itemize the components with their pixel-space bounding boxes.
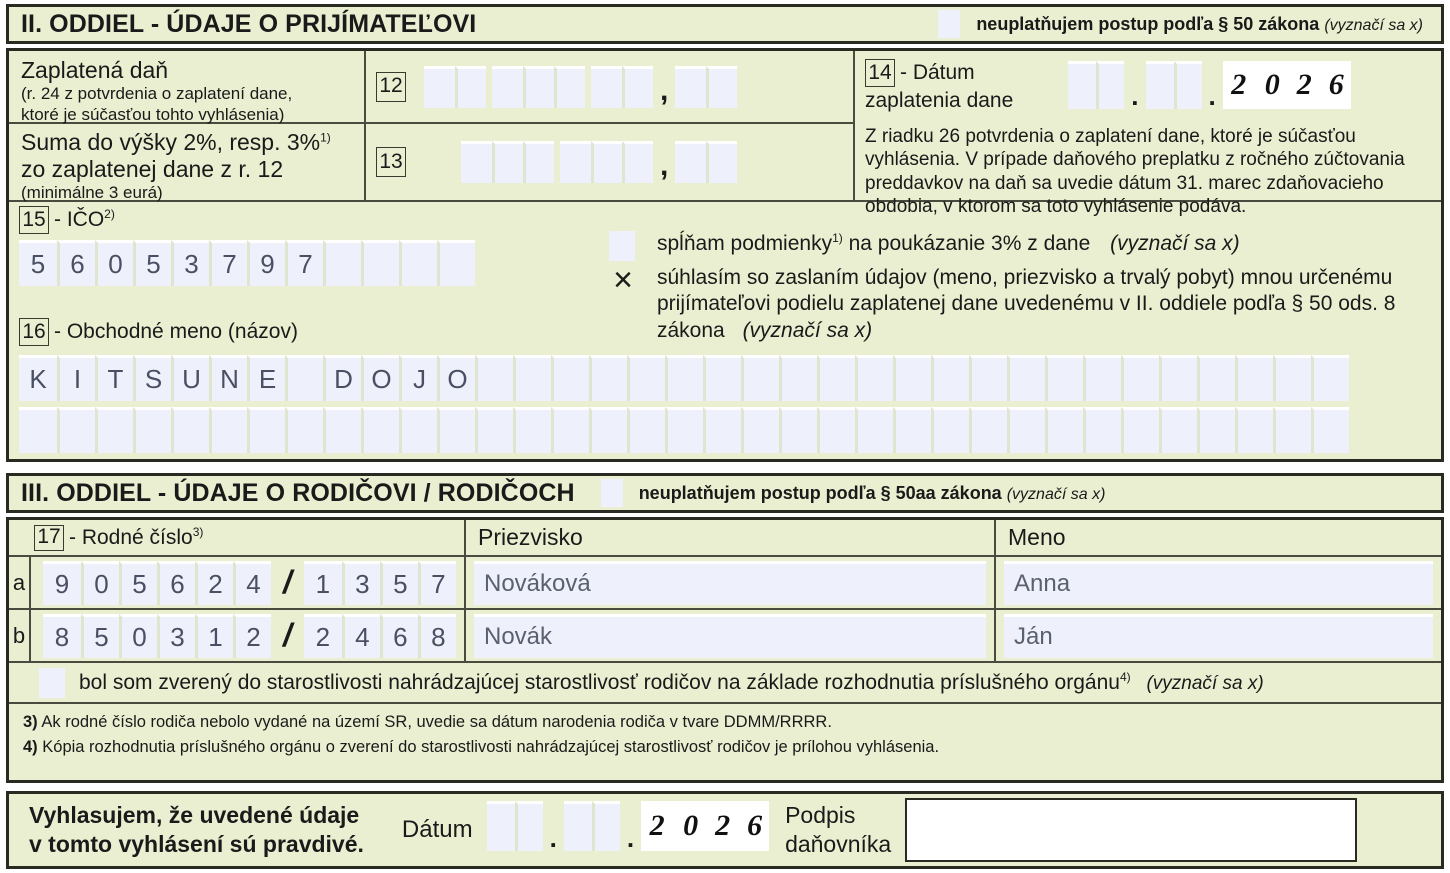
cell[interactable]	[1146, 61, 1174, 109]
row-marker-a	[9, 557, 31, 610]
row-16-name-line-1[interactable]	[19, 355, 1349, 401]
cell[interactable]: 6	[1319, 61, 1351, 109]
cell[interactable]	[551, 407, 589, 453]
cell[interactable]	[706, 66, 737, 108]
header-priezvisko: Priezvisko	[478, 523, 583, 550]
cell[interactable]: 8	[418, 614, 456, 658]
declaration-bar	[6, 791, 1444, 869]
cell[interactable]	[515, 801, 543, 851]
cell[interactable]: 5	[19, 240, 57, 286]
cell[interactable]	[57, 407, 95, 453]
date-dot: .	[549, 823, 557, 853]
cell[interactable]	[323, 240, 361, 286]
check-3pct-row	[609, 231, 1439, 263]
row-14-number: 14	[865, 59, 895, 87]
cell[interactable]	[323, 407, 361, 453]
cell[interactable]: 6	[157, 561, 195, 605]
row-marker-label: a	[12, 569, 26, 595]
row-16-label: - Obchodné meno (názov)	[54, 319, 298, 343]
row-13-label-main-a	[21, 129, 364, 156]
check-3pct-label	[657, 231, 1240, 257]
row-15-number: 15	[19, 206, 49, 234]
section-3-header-meno	[996, 520, 1441, 557]
cell[interactable]	[361, 407, 399, 453]
cell[interactable]: O	[437, 355, 475, 401]
cell[interactable]: 5	[81, 614, 119, 658]
row-15-label	[54, 207, 115, 233]
cell[interactable]: 2	[641, 801, 673, 851]
cell[interactable]: D	[323, 355, 361, 401]
footnote-item	[23, 735, 1441, 760]
row-14-month	[1146, 61, 1202, 117]
cell[interactable]: 7	[418, 561, 456, 605]
cell[interactable]: 0	[81, 561, 119, 605]
row-12-label-cell	[9, 51, 366, 124]
section-3-nonapply-hint: (vyznačí sa x)	[1006, 485, 1106, 503]
cell[interactable]	[1096, 61, 1124, 109]
cell[interactable]: 4	[342, 614, 380, 658]
row-12-label-main: Zaplatená daň	[21, 57, 169, 83]
check-consent-line1: súhlasím so zaslaním údajov (meno, priezvisko a trvalý pobyt) mnou určenému	[657, 266, 1393, 289]
signature-label-line2: daňovníka	[785, 831, 892, 857]
cell[interactable]	[622, 66, 653, 108]
cell[interactable]: 3	[342, 561, 380, 605]
cell[interactable]: 1	[195, 614, 233, 658]
table-row	[9, 557, 1441, 610]
row-12-input-zone	[366, 51, 855, 124]
cell[interactable]: 2	[1223, 61, 1255, 109]
cell[interactable]	[893, 407, 931, 453]
priezvisko-input-b[interactable]: Novák	[474, 614, 986, 658]
row-13-label-text: Suma do výšky 2%, resp. 3%	[21, 129, 321, 155]
cell[interactable]	[931, 407, 969, 453]
cell[interactable]	[475, 407, 513, 453]
rc-right-a[interactable]	[304, 561, 456, 605]
cell[interactable]	[1083, 355, 1121, 401]
cell[interactable]	[817, 355, 855, 401]
section-2-nonapply-hint: (vyznačí sa x)	[1324, 16, 1423, 34]
footnote-marker: 4)	[23, 737, 38, 756]
rc-left-b[interactable]	[43, 614, 271, 658]
check-consent-row	[609, 261, 1444, 355]
row-15-label-sup: 2)	[104, 207, 115, 222]
cell[interactable]: 6	[57, 240, 95, 286]
cell[interactable]: 3	[171, 240, 209, 286]
cell[interactable]	[523, 66, 554, 108]
cell[interactable]	[1045, 407, 1083, 453]
cell[interactable]	[1235, 355, 1273, 401]
cell[interactable]: 7	[209, 240, 247, 286]
row-17-number: 17	[34, 525, 64, 551]
cell[interactable]	[627, 355, 665, 401]
rc-slash-a: /	[283, 564, 292, 600]
row-14-label-b: zaplatenia dane	[865, 89, 1014, 112]
cell[interactable]	[855, 355, 893, 401]
cell[interactable]	[475, 355, 513, 401]
cell[interactable]	[1007, 355, 1045, 401]
cell[interactable]	[1159, 407, 1197, 453]
footnote-item	[23, 710, 1441, 735]
cell[interactable]	[560, 141, 591, 183]
cell[interactable]: 0	[673, 801, 705, 851]
row-13-label-sub: (minimálne 3 eurá)	[21, 183, 163, 203]
row-13-label-sup: 1)	[320, 130, 331, 145]
cell[interactable]	[513, 355, 551, 401]
row-12-amount-decimals[interactable]	[675, 66, 737, 108]
cell[interactable]: 2	[195, 561, 233, 605]
cell[interactable]	[969, 355, 1007, 401]
footnote-marker: 3)	[23, 713, 38, 731]
cell[interactable]	[779, 407, 817, 453]
rc-left-a[interactable]	[43, 561, 271, 605]
table-row	[9, 610, 1441, 663]
cell[interactable]	[1197, 407, 1235, 453]
cell[interactable]: 4	[233, 561, 271, 605]
row-14-day	[1068, 61, 1124, 117]
rc-right-b[interactable]	[304, 614, 456, 658]
check-consent-label	[657, 265, 1395, 344]
cell[interactable]	[1174, 61, 1202, 109]
cell[interactable]	[893, 355, 931, 401]
cell[interactable]: K	[19, 355, 57, 401]
footnote-text: Kópia rozhodnutia príslušného orgánu o zverení do starostlivosti nahrádzajúcej starostlivosť rodičov je prílohou vyhlásenia.	[42, 737, 940, 756]
cell[interactable]: 5	[133, 240, 171, 286]
cell[interactable]	[665, 407, 703, 453]
check-3pct-text-a: spĺňam podmienky	[657, 232, 833, 255]
declaration-year	[641, 801, 769, 859]
cell[interactable]	[247, 407, 285, 453]
date-dot: .	[1131, 81, 1139, 111]
cell[interactable]	[487, 801, 515, 851]
cell[interactable]: 9	[43, 561, 81, 605]
row-14-year	[1223, 61, 1351, 117]
cell[interactable]	[675, 141, 706, 183]
section-2-nonapply-checkbox[interactable]	[938, 10, 960, 38]
cell[interactable]	[399, 240, 437, 286]
section-3-title-bar	[6, 473, 1444, 513]
cell[interactable]: 5	[380, 561, 418, 605]
row-14-help-text: Z riadku 26 potvrdenia o zaplatení dane, ktoré je súčasťou vyhlásenia. V prípade daňového preplatku z ročného zúčtovania preddavkov na daň sa uvedie dátum 31. marec zdaňovacieho obdobia, v ktorom sa toto vyhlásenie podáva.	[865, 126, 1405, 218]
cell[interactable]: 6	[737, 801, 769, 851]
row-14-label-a: - Dátum	[900, 60, 975, 84]
cell[interactable]	[1083, 407, 1121, 453]
cell[interactable]: 3	[157, 614, 195, 658]
row-14-zone	[855, 51, 1441, 218]
cell[interactable]	[1235, 407, 1273, 453]
meno-input-a[interactable]: Anna	[1004, 561, 1433, 605]
cell[interactable]: N	[209, 355, 247, 401]
row-13-amount-decimals[interactable]	[675, 141, 737, 183]
declaration-date[interactable]	[487, 801, 769, 859]
cell[interactable]	[741, 407, 779, 453]
cell[interactable]	[665, 355, 703, 401]
section-3-nonapply-text: neuplatňujem postup podľa § 50aa zákona	[638, 482, 1002, 503]
priezvisko-cell-a	[466, 557, 996, 610]
cell[interactable]	[1121, 355, 1159, 401]
cell[interactable]	[591, 66, 622, 108]
row-16-name-line-2[interactable]	[19, 407, 1349, 453]
cell[interactable]	[437, 240, 475, 286]
cell[interactable]	[779, 355, 817, 401]
rc-cell-b	[31, 610, 466, 663]
cell[interactable]	[1197, 355, 1235, 401]
cell[interactable]	[95, 407, 133, 453]
cell[interactable]: 1	[304, 561, 342, 605]
section-3-nonapply-label	[639, 483, 1106, 504]
signature-label	[785, 801, 891, 858]
declaration-line1: Vyhlasujem, že uvedené údaje	[29, 802, 360, 829]
cell[interactable]	[931, 355, 969, 401]
row-16-number: 16	[19, 318, 49, 346]
cell[interactable]	[706, 141, 737, 183]
priezvisko-input-a[interactable]: Nováková	[474, 561, 986, 605]
cell[interactable]: 7	[285, 240, 323, 286]
check-consent-line2: prijímateľovi podielu zaplatenej dane uvedenému v II. oddiele podľa § 50 ods. 8	[657, 292, 1396, 316]
declaration-day	[487, 801, 543, 859]
cell[interactable]	[1121, 407, 1159, 453]
row-15-zone	[9, 202, 603, 323]
cell[interactable]	[589, 407, 627, 453]
row-17-label-sup: 3)	[192, 524, 204, 539]
row-12-decimal-separator: ,	[660, 73, 669, 107]
cell[interactable]	[492, 141, 523, 183]
signature-box[interactable]	[905, 798, 1357, 862]
cell[interactable]	[817, 407, 855, 453]
section-2-body	[6, 48, 1444, 462]
cell[interactable]: 6	[380, 614, 418, 658]
date-dot: .	[1208, 81, 1216, 111]
row-13-label-main-b: zo zaplatenej dane z r. 12	[21, 156, 284, 183]
cell[interactable]: J	[399, 355, 437, 401]
row-13-amount-integer[interactable]	[461, 141, 653, 183]
header-meno: Meno	[1008, 523, 1066, 550]
row-14-date[interactable]	[1068, 61, 1350, 117]
row-13-label-cell	[9, 124, 366, 202]
date-dot: .	[626, 823, 635, 853]
cell[interactable]	[703, 355, 741, 401]
cell[interactable]	[19, 407, 57, 453]
cell[interactable]	[1007, 407, 1045, 453]
cell[interactable]	[855, 407, 893, 453]
custody-row	[9, 663, 1441, 704]
cell[interactable]: 2	[233, 614, 271, 658]
section-2-nonapply-text: neuplatňujem postup podľa § 50 zákona	[976, 13, 1320, 34]
section-2-title: II. ODDIEL - ÚDAJE O PRIJÍMATEĽOVI	[21, 9, 477, 38]
cell[interactable]	[622, 141, 653, 183]
cell[interactable]	[399, 407, 437, 453]
row-13-number: 13	[376, 147, 406, 177]
cell[interactable]: 2	[705, 801, 737, 851]
section-3-header-priezvisko	[466, 520, 996, 557]
cell[interactable]	[675, 66, 706, 108]
meno-cell-a	[996, 557, 1441, 610]
cell[interactable]	[1045, 355, 1083, 401]
custody-label	[79, 670, 1264, 696]
cell[interactable]	[589, 355, 627, 401]
cell[interactable]: 0	[119, 614, 157, 658]
meno-input-b[interactable]: Ján	[1004, 614, 1433, 658]
cell[interactable]	[285, 355, 323, 401]
cell[interactable]	[551, 355, 589, 401]
cell[interactable]	[1159, 355, 1197, 401]
cell[interactable]: 2	[1287, 61, 1319, 109]
row-15-label-text: - IČO	[54, 208, 105, 232]
cell[interactable]	[209, 407, 247, 453]
cell[interactable]	[523, 141, 554, 183]
cell[interactable]: 5	[119, 561, 157, 605]
cell[interactable]: S	[133, 355, 171, 401]
section-3-title: III. ODDIEL - ÚDAJE O RODIČOVI / RODIČOCH	[21, 478, 575, 507]
row-13-input-zone	[366, 124, 855, 202]
cell[interactable]: 0	[95, 240, 133, 286]
cell[interactable]: O	[361, 355, 399, 401]
declaration-text	[29, 801, 364, 859]
cell[interactable]	[627, 407, 665, 453]
cell[interactable]	[564, 801, 592, 851]
cell[interactable]	[461, 141, 492, 183]
section-3-nonapply-checkbox[interactable]	[601, 479, 623, 507]
custody-hint: (vyznačí sa x)	[1146, 672, 1264, 694]
cell[interactable]	[361, 240, 399, 286]
cell[interactable]	[437, 407, 475, 453]
footnote-text: Ak rodné číslo rodiča nebolo vydané na území SR, uvedie sa dátum narodenia rodiča v tvare DDMM/RRRR.	[41, 713, 832, 731]
cell[interactable]	[1273, 355, 1311, 401]
section-2-title-bar	[6, 4, 1444, 44]
check-3pct-text-b: na poukázanie 3% z dane	[848, 232, 1091, 255]
cell[interactable]	[703, 407, 741, 453]
declaration-line2: v tomto vyhlásení sú pravdivé.	[29, 831, 364, 857]
cell[interactable]	[592, 801, 620, 851]
cell[interactable]	[591, 141, 622, 183]
row-12-amount-integer[interactable]	[424, 66, 653, 108]
footnotes	[9, 704, 1441, 780]
row-17-label-text: - Rodné číslo	[69, 525, 193, 549]
cell[interactable]	[492, 66, 523, 108]
custody-sup: 4)	[1119, 669, 1131, 684]
cell[interactable]: E	[247, 355, 285, 401]
cell[interactable]: 9	[247, 240, 285, 286]
cell[interactable]: 2	[304, 614, 342, 658]
check-consent-hint: (vyznačí sa x)	[742, 318, 873, 342]
declaration-date-label: Dátum	[401, 815, 473, 843]
cell[interactable]	[171, 407, 209, 453]
row-12-label-sub1: (r. 24 z potvrdenia o zaplatení dane,	[21, 84, 293, 104]
row-16-label-row	[19, 318, 298, 346]
row-13-decimal-separator: ,	[660, 149, 669, 182]
cell[interactable]: I	[57, 355, 95, 401]
cell[interactable]	[969, 407, 1007, 453]
check-3pct-checkbox[interactable]	[609, 231, 635, 261]
cell[interactable]	[424, 66, 455, 108]
check-3pct-sup: 1)	[832, 231, 843, 245]
section-3-body	[6, 517, 1444, 783]
row-12-label-sub2: ktoré je súčasťou tohto vyhlásenia)	[21, 104, 285, 124]
cell[interactable]: 0	[1255, 61, 1287, 109]
check-consent-checkbox[interactable]: ×	[613, 261, 633, 299]
custody-text: bol som zverený do starostlivosti nahrádzajúcej starostlivosť rodičov na základe rozhodnutia príslušného orgánu	[79, 670, 1120, 694]
signature-label-line1: Podpis	[785, 802, 856, 829]
custody-checkbox[interactable]	[39, 668, 65, 698]
cell[interactable]	[1273, 407, 1311, 453]
priezvisko-cell-b	[466, 610, 996, 663]
cell[interactable]	[455, 66, 486, 108]
cell[interactable]	[741, 355, 779, 401]
cell[interactable]: U	[171, 355, 209, 401]
row-15-ico-digits[interactable]	[19, 240, 603, 286]
row-17-label	[69, 525, 203, 551]
cell[interactable]	[133, 407, 171, 453]
cell[interactable]	[285, 407, 323, 453]
cell[interactable]	[1068, 61, 1096, 109]
row-marker-label: b	[12, 622, 26, 648]
check-3pct-hint: (vyznačí sa x)	[1110, 232, 1240, 255]
row-12-number: 12	[376, 72, 406, 102]
rc-slash-b: /	[283, 617, 292, 653]
row-marker-b	[9, 610, 31, 663]
cell[interactable]	[513, 407, 551, 453]
rc-cell-a	[31, 557, 466, 610]
cell[interactable]: T	[95, 355, 133, 401]
meno-cell-b	[996, 610, 1441, 663]
section-3-header-rc	[9, 520, 466, 557]
section-2-nonapply-label	[976, 14, 1423, 35]
cell[interactable]	[1311, 407, 1349, 453]
check-consent-line3: zákona	[657, 318, 725, 342]
cell[interactable]	[1311, 355, 1349, 401]
declaration-month	[564, 801, 620, 859]
cell[interactable]	[554, 66, 585, 108]
cell[interactable]: 8	[43, 614, 81, 658]
